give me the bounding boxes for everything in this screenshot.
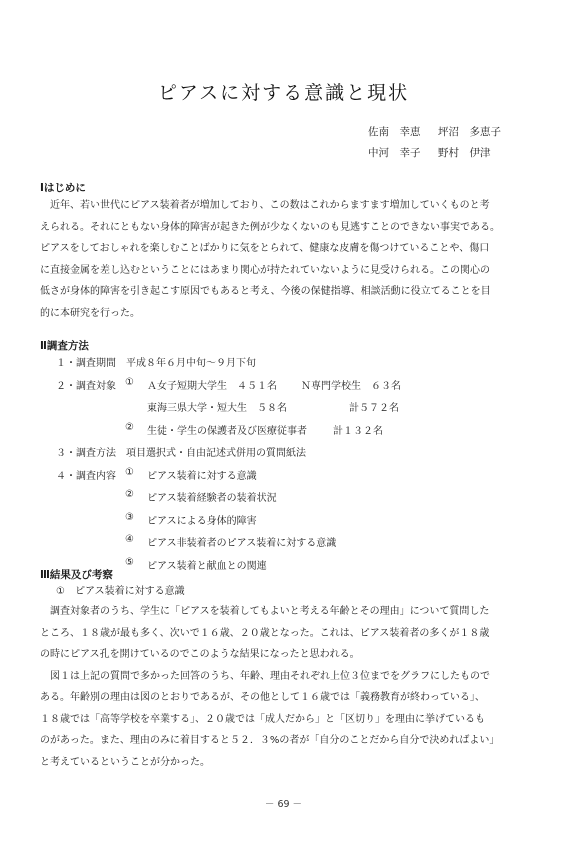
method-item-subjects-2 — [56, 422, 536, 445]
item-text: 計１３２名 — [333, 425, 383, 437]
section-heading-intro: Ⅰはじめに — [40, 182, 86, 194]
item-text: 項目選択式・自由記述式併用の質問紙法 — [126, 448, 306, 459]
item-text: ピアスによる身体的障害 — [147, 515, 257, 527]
item-text: 生徒・学生の保護者及び医療従事者 — [147, 425, 307, 437]
author-block — [368, 124, 538, 166]
results-paragraph — [40, 601, 528, 773]
method-item-contents — [56, 557, 536, 580]
method-item-contents — [56, 467, 536, 490]
text-line: 調査対象者のうち、学生に「ピアスを装着してもよいと考える年齢とその理由」について質問した — [40, 606, 490, 617]
text-line: のがあった。また、理由のみに着目すると５２．３%の者が「自分のことだから自分で決めればよい」 — [40, 735, 500, 746]
text-line: と考えているということが分かった。 — [40, 756, 210, 768]
item-text: 平成８年６月中旬〜９月下旬 — [126, 358, 256, 369]
item-text: 東海三県大学・短大生 ５８名 — [147, 403, 287, 414]
item-text: 計５７２名 — [349, 403, 399, 414]
subheading-text: ① ピアス装着に対する意識 — [56, 586, 185, 597]
text-line: 低さが身体的障害を引き起こす原因でもあると考え、今後の保健指導、相談活動に役立てることを目 — [40, 286, 491, 297]
method-item-period — [56, 354, 536, 377]
text-line: 図１は上記の質問で多かった回答のうち、年齢、理由それぞれ上位３位までをグラフにしたもので — [40, 670, 490, 682]
method-item-subjects — [56, 377, 536, 400]
author-name: 野村 伊津 — [438, 147, 491, 159]
text-line: ところ、１８歳が最も多く、次いで１６歳、２０歳となった。これは、ピアス装着者の多くが１８歳 — [40, 627, 490, 639]
item-number: ④ — [125, 534, 134, 545]
text-line: に直接金属を差し込むということにはあまり関心が持たれていないように見受けられる。この関心の — [40, 264, 490, 276]
text-line: 近年、若い世代にピアス装着者が増加しており、この数はこれからますます増加していくものと考 — [40, 200, 490, 211]
author-row — [368, 145, 538, 166]
item-number: ② — [125, 489, 134, 500]
section-heading-method: Ⅱ調査方法 — [40, 340, 89, 352]
author-name: 佐南 幸恵 — [368, 126, 421, 138]
text-line: の時にピアス孔を開けているのでこのような結果になったと思われる。 — [40, 649, 360, 660]
item-number: ③ — [125, 511, 134, 523]
item-label: １・調査期間 — [56, 358, 116, 369]
item-text: Ａ女子短期大学生 ４５１名 — [147, 380, 277, 392]
method-item-contents — [56, 534, 536, 557]
text-line: ある。年齢別の理由は図のとおりであるが、その他として１６歳では「義務教育が終わっている」、 — [40, 692, 485, 703]
item-number: ② — [125, 421, 134, 433]
item-label: ３・調査方法 — [56, 448, 116, 459]
item-label: ４・調査内容 — [56, 470, 116, 482]
item-text: ピアス装着に対する意識 — [147, 470, 257, 482]
method-item-method — [56, 444, 536, 467]
results-subheading — [56, 581, 544, 603]
item-number: ① — [125, 376, 134, 388]
item-text: Ｎ専門学校生 ６３名 — [301, 380, 401, 392]
paper-title: ピアスに対する意識と現状 — [157, 82, 410, 104]
method-item-contents — [56, 512, 536, 535]
item-number: ① — [125, 466, 134, 478]
text-line: ピアスをしておしゃれを楽しむことばかりに気をとられて、健康な皮膚を傷つけていることや、傷口 — [40, 243, 490, 254]
method-item-subjects-cont — [56, 399, 536, 422]
item-text: ピアス非装着者のピアス装着に対する意識 — [147, 538, 337, 549]
text-line: 的に本研究を行った。 — [40, 307, 140, 319]
text-line: えられる。それにともない身体的障害が起きた例が少なくないのも見逃すことのできない事実である。 — [40, 221, 500, 233]
author-name: 中河 幸子 — [368, 147, 421, 159]
author-name: 坪沼 多恵子 — [438, 126, 501, 138]
intro-paragraph — [40, 195, 528, 324]
item-text: ピアス装着と献血との関連 — [147, 560, 267, 572]
method-list — [56, 354, 536, 579]
text-line: １８歳では「高等学校を卒業する」、２０歳では「成人だから」と「区切り」を理由に挙げているも — [40, 713, 485, 725]
item-label: ２・調査対象 — [56, 380, 116, 392]
section-heading-results: Ⅲ結果及び考察 — [40, 569, 113, 581]
item-text: ピアス装着経験者の装着状況 — [147, 493, 277, 504]
item-number: ⑤ — [125, 556, 134, 568]
author-row — [368, 124, 538, 145]
page-number: － 69 － — [264, 799, 303, 810]
method-item-contents — [56, 489, 536, 512]
